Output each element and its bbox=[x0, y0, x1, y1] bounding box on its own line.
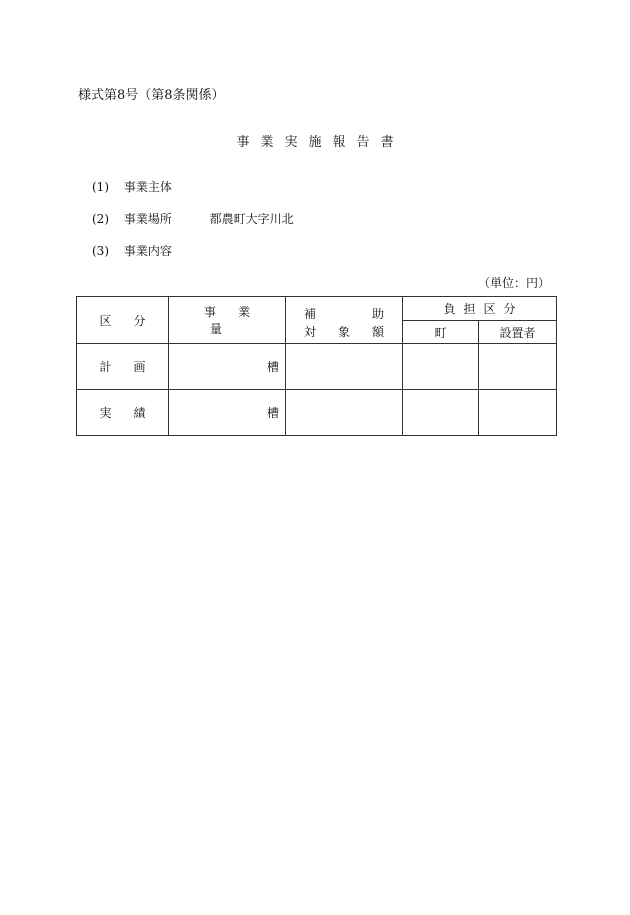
item-number: (1) bbox=[92, 180, 109, 194]
row-town bbox=[403, 390, 479, 436]
row-quantity: 槽 bbox=[169, 390, 286, 436]
item-label: 事業内容 bbox=[123, 244, 172, 258]
row-town bbox=[403, 344, 479, 390]
row-category: 実績 bbox=[77, 390, 169, 436]
unit-label: （単位：円） bbox=[477, 276, 550, 290]
item-value: 都農町大字川北 bbox=[209, 212, 294, 226]
header-subsidy-char: 額 bbox=[371, 325, 384, 339]
form-number: 様式第8号（第8条関係） bbox=[78, 88, 225, 103]
row-subsidy bbox=[286, 390, 403, 436]
header-subsidy-char: 補 bbox=[304, 307, 317, 321]
table-row bbox=[77, 344, 557, 390]
row-subsidy bbox=[286, 344, 403, 390]
header-category: 区分 bbox=[77, 297, 169, 344]
document-title: 事業実施報告書 bbox=[236, 135, 405, 150]
header-subsidy-amount bbox=[286, 297, 403, 344]
item-label: 事業場所 bbox=[123, 212, 172, 226]
row-quantity: 槽 bbox=[169, 344, 286, 390]
header-subsidy-char: 象 bbox=[337, 325, 350, 339]
row-installer bbox=[479, 344, 557, 390]
header-burden: 負担区分 bbox=[403, 297, 557, 321]
header-subsidy-char: 対 bbox=[304, 325, 317, 339]
header-quantity: 事業量 bbox=[169, 297, 286, 344]
item-business-content bbox=[92, 242, 172, 259]
header-installer: 設置者 bbox=[479, 321, 557, 344]
item-number: (2) bbox=[92, 212, 109, 226]
header-subsidy-char: 助 bbox=[371, 307, 384, 321]
report-table bbox=[76, 296, 557, 436]
item-number: (3) bbox=[92, 244, 109, 258]
header-town: 町 bbox=[403, 321, 479, 344]
item-label: 事業主体 bbox=[123, 180, 172, 194]
item-business-entity bbox=[92, 178, 172, 195]
table-row bbox=[77, 390, 557, 436]
item-business-location bbox=[92, 210, 294, 227]
row-installer bbox=[479, 390, 557, 436]
row-category: 計画 bbox=[77, 344, 169, 390]
